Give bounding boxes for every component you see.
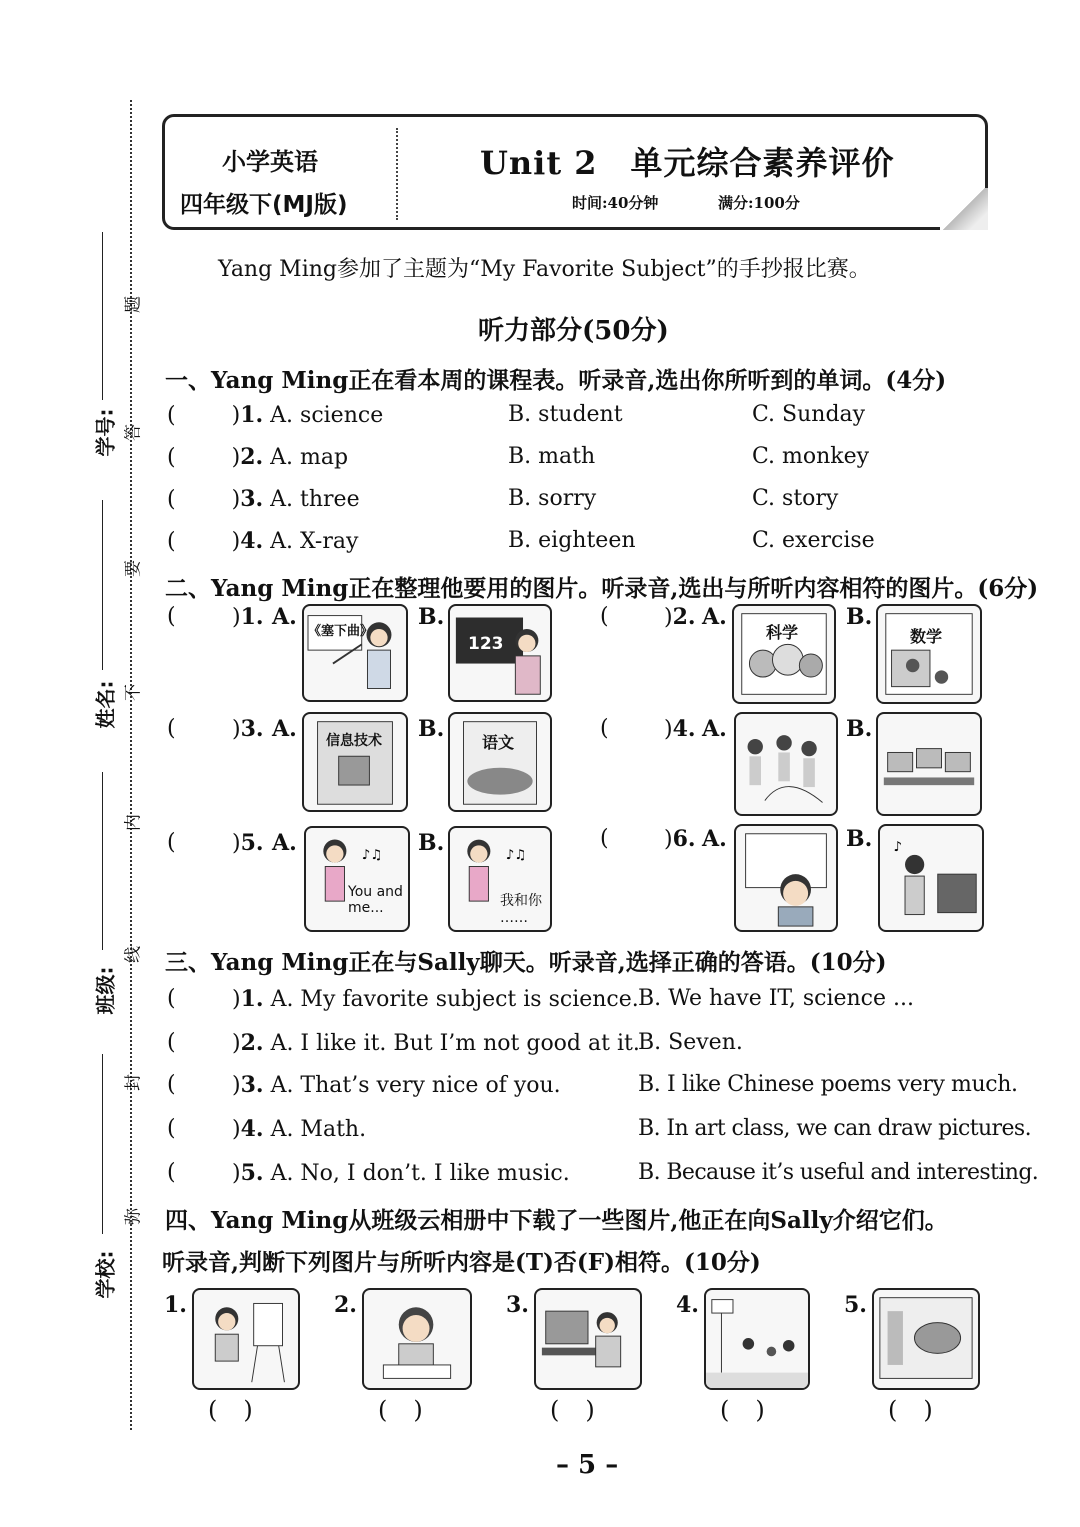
question-label: )4.: [664, 716, 696, 742]
picture-science-balloons[interactable]: [732, 604, 836, 704]
picture-boy-science-board[interactable]: [734, 824, 838, 932]
seal-char: 内: [123, 814, 144, 831]
answer-blank[interactable]: (: [167, 487, 176, 512]
option-a: A. My favorite subject is science.: [270, 987, 639, 1012]
header-divider: [396, 128, 398, 220]
seal-char: 题: [123, 296, 144, 313]
question-number: 4.: [240, 528, 264, 554]
time-limit: 时间:40分钟: [572, 194, 659, 212]
option-a-label: A.: [272, 830, 297, 856]
picture-caption: 科学: [766, 623, 799, 642]
picture-basketball-court[interactable]: [704, 1288, 810, 1390]
question-row: )1. A. My favorite subject is science.: [232, 986, 639, 1012]
seal-char: 要: [123, 560, 144, 577]
picture-pe-class[interactable]: [734, 712, 838, 816]
option-b-label: B.: [846, 604, 873, 630]
picture-caption: 123: [468, 634, 504, 654]
option-a: A. science: [270, 403, 384, 428]
picture-math-class[interactable]: [876, 604, 982, 704]
question-row: )3. A. That’s very nice of you.: [232, 1072, 561, 1098]
option-b: B. I like Chinese poems very much.: [638, 1072, 1018, 1097]
part2-heading: 二、Yang Ming正在整理他要用的图片。听录音,选出与所听内容相符的图片。(6分): [165, 575, 1039, 602]
option-a: A. No, I don’t. I like music.: [270, 1161, 570, 1186]
grade-label: 四年级下(MJ版): [180, 192, 348, 218]
page-number: – 5 –: [556, 1450, 619, 1480]
option-b-label: B.: [846, 716, 873, 742]
option-b: B. We have IT, science ...: [638, 986, 914, 1011]
answer-blank[interactable]: (: [600, 826, 609, 851]
option-b: B. In art class, we can draw pictures.: [638, 1116, 1031, 1141]
part3-heading: 三、Yang Ming正在与Sally聊天。听录音,选择正确的答语。(10分): [165, 949, 887, 976]
tf-answer-blank[interactable]: (): [720, 1396, 791, 1424]
answer-blank[interactable]: (: [167, 986, 176, 1011]
picture-it-book[interactable]: [302, 712, 408, 812]
tf-answer-blank[interactable]: (): [208, 1396, 279, 1424]
seal-char: 线: [123, 946, 144, 963]
option-b: B. student: [508, 402, 623, 427]
option-a-label: A.: [272, 716, 297, 742]
seal-char: 不: [123, 684, 144, 701]
school-line[interactable]: [102, 1054, 103, 1234]
svg-text:♪♫: ♪♫: [505, 847, 527, 863]
picture-number: 5.: [844, 1292, 867, 1318]
student-id-label: 学号:: [93, 408, 118, 457]
seal-char: 弥: [123, 1208, 144, 1225]
question-row: ( )1. A. science: [167, 402, 384, 428]
class-line[interactable]: [102, 772, 103, 950]
option-c: C. story: [752, 486, 839, 511]
picture-screen-animals[interactable]: [872, 1288, 980, 1390]
option-b: B. Seven.: [638, 1030, 743, 1055]
question-number: 2.: [240, 444, 264, 470]
answer-blank[interactable]: (: [167, 1160, 176, 1185]
subject-label: 小学英语: [222, 148, 318, 176]
question-row: )4. A. Math.: [232, 1116, 367, 1142]
answer-blank[interactable]: (: [167, 529, 176, 554]
picture-chinese-book[interactable]: [448, 712, 552, 812]
picture-caption: 信息技术: [326, 733, 382, 749]
option-a-label: A.: [272, 604, 297, 630]
option-b: B. sorry: [508, 486, 597, 511]
full-score: 满分:100分: [718, 194, 800, 212]
picture-girl-singing-chinese[interactable]: [448, 826, 552, 932]
picture-girl-drawing-desk[interactable]: [362, 1288, 472, 1390]
question-label: )5.: [232, 830, 264, 856]
question-label: )2.: [664, 604, 696, 630]
option-a-label: A.: [702, 604, 727, 630]
picture-caption: 语文: [482, 733, 515, 752]
picture-caption: 我和你 ……: [500, 893, 542, 926]
tf-answer-blank[interactable]: (): [378, 1396, 449, 1424]
picture-number: 3.: [506, 1292, 529, 1318]
question-label: )1.: [232, 604, 264, 630]
svg-text:♪♫: ♪♫: [361, 846, 383, 863]
picture-number: 2.: [334, 1292, 357, 1318]
picture-girl-piano[interactable]: [878, 824, 984, 932]
name-line[interactable]: [102, 500, 103, 670]
option-c: C. Sunday: [752, 402, 866, 427]
tf-answer-blank[interactable]: (): [550, 1396, 621, 1424]
option-b-label: B.: [846, 826, 873, 852]
question-row: )2. A. I like it. But I’m not good at it.: [232, 1030, 640, 1056]
option-a: A. three: [270, 487, 360, 512]
part4-heading-line2: 听录音,判断下列图片与所听内容是(T)否(F)相符。(10分): [162, 1249, 761, 1276]
answer-blank[interactable]: (: [167, 1030, 176, 1055]
option-a: A. Math.: [270, 1117, 367, 1142]
part4-heading-line1: 四、Yang Ming从班级云相册中下载了一些图片,他正在向Sally介绍它们。: [165, 1207, 948, 1234]
part1-heading: 一、Yang Ming正在看本周的课程表。听录音,选出你所听到的单词。(4分): [165, 367, 947, 394]
intro-text: Yang Ming参加了主题为“My Favorite Subject”的手抄报比赛。: [218, 257, 871, 282]
picture-boy-drawing-easel[interactable]: [192, 1288, 300, 1390]
question-row: ( )4. A. X-ray: [167, 528, 359, 554]
answer-blank[interactable]: (: [167, 445, 176, 470]
question-number: 3.: [240, 486, 264, 512]
picture-teacher-poem[interactable]: [302, 604, 408, 702]
question-row: ( )3. A. three: [167, 486, 360, 512]
school-label: 学校:: [93, 1250, 118, 1299]
question-label: )6.: [664, 826, 696, 852]
picture-number: 4.: [676, 1292, 699, 1318]
option-b-label: B.: [418, 716, 445, 742]
seal-char: 答: [123, 424, 144, 441]
option-c: C. exercise: [752, 528, 875, 553]
question-row: )5. A. No, I don’t. I like music.: [232, 1160, 570, 1186]
question-row: ( )2. A. map: [167, 444, 349, 470]
option-a-label: A.: [702, 716, 727, 742]
option-b-label: B.: [418, 604, 445, 630]
seal-char: 封: [123, 1074, 144, 1091]
picture-girl-singing-english[interactable]: [304, 826, 410, 932]
picture-teacher-math[interactable]: [448, 604, 552, 702]
page-title: Unit 2 单元综合素养评价: [480, 144, 895, 182]
option-a-label: A.: [702, 826, 727, 852]
question-number: 1.: [240, 402, 264, 428]
class-label: 班级:: [93, 966, 118, 1015]
answer-blank[interactable]: (: [167, 1072, 176, 1097]
option-b: B. Because it’s useful and interesting.: [638, 1160, 1039, 1185]
option-a: A. I like it. But I’m not good at it.: [270, 1031, 640, 1056]
answer-blank[interactable]: (: [167, 716, 176, 741]
option-b-label: B.: [418, 830, 445, 856]
option-a: A. map: [270, 445, 349, 470]
student-id-line[interactable]: [102, 232, 103, 400]
answer-blank[interactable]: (: [167, 604, 176, 629]
answer-blank[interactable]: (: [167, 1116, 176, 1141]
picture-caption: 数学: [910, 627, 943, 646]
answer-blank[interactable]: (: [600, 716, 609, 741]
name-label: 姓名:: [93, 680, 118, 729]
answer-blank[interactable]: (: [600, 604, 609, 629]
picture-caption: You and me...: [348, 884, 403, 916]
picture-computer-lab[interactable]: [876, 712, 982, 816]
answer-blank[interactable]: (: [167, 830, 176, 855]
svg-text:♪: ♪: [893, 839, 903, 856]
option-c: C. monkey: [752, 444, 870, 469]
option-b: B. eighteen: [508, 528, 636, 553]
section-title: 听力部分(50分): [478, 316, 669, 346]
question-label: )3.: [232, 716, 264, 742]
option-a: A. That’s very nice of you.: [270, 1073, 561, 1098]
picture-boy-computer[interactable]: [534, 1288, 642, 1390]
option-a: A. X-ray: [270, 529, 359, 554]
answer-blank[interactable]: (: [167, 403, 176, 428]
tf-answer-blank[interactable]: (): [888, 1396, 959, 1424]
option-b: B. math: [508, 444, 596, 469]
picture-number: 1.: [164, 1292, 187, 1318]
picture-caption: 《塞下曲》: [308, 624, 374, 639]
